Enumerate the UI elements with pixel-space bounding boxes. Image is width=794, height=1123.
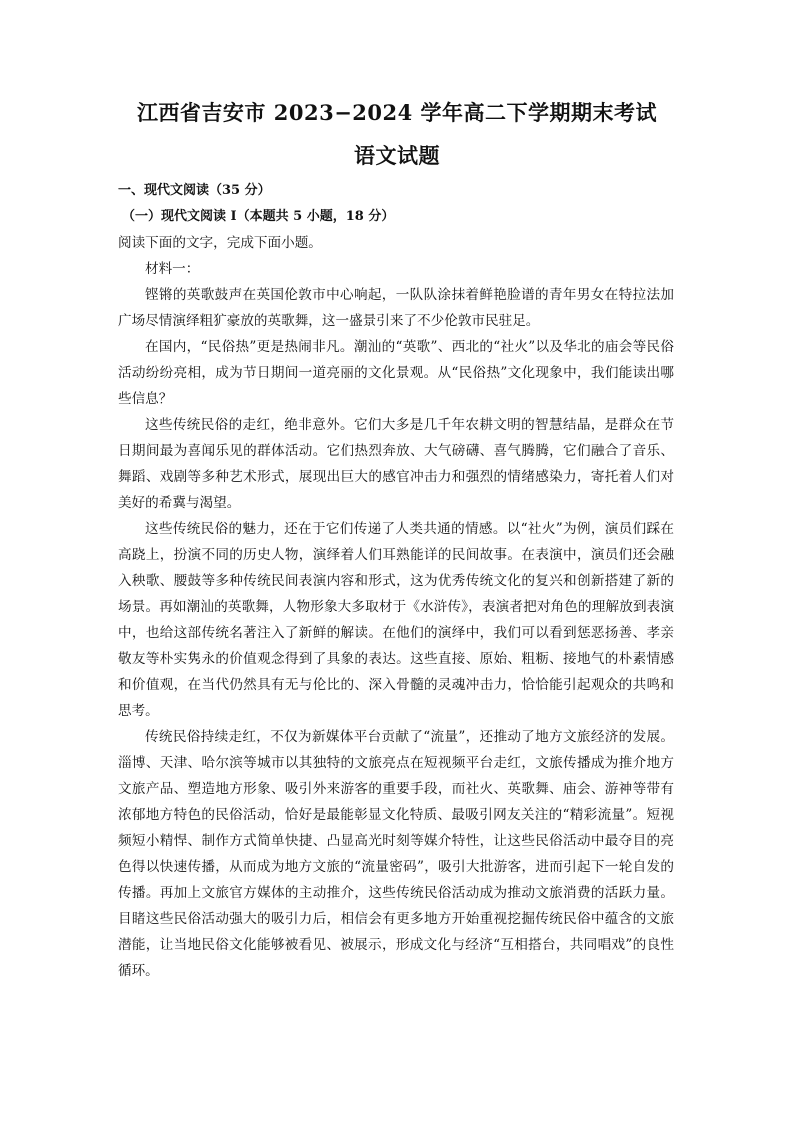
paragraph-5: 传统民俗持续走红，不仅为新媒体平台贡献了“流量”，还推动了地方文旅经济的发展。淄博、天津、哈尔滨等城市以其独特的文旅亮点在短视频平台走红，文旅传播成为推介地方文旅产品、塑造地方形象、吸引外来游客的重要手段，而社火、英歌舞、庙会、游神等带有浓郁地方特色的民俗活动，恰好是最能彰显文化特质、最吸引网友关注的“精彩流量”。短视频短小精悍、制作方式简单快捷、凸显高光时刻等媒介特性，让这些民俗活动中最夺目的亮色得以快速传播，从而成为地方文旅的“流量密码”，吸引大批游客，进而引起下一轮自发的传播。再加上文旅官方媒体的主动推介，这些传统民俗活动成为推动文旅消费的活跃力量。目睹这些民俗活动强大的吸引力后，相信会有更多地方开始重视挖掘传统民俗中蕴含的文旅潜能，让当地民俗文化能够被看见、被展示，形成文化与经济“互相搭台，共同唱戏”的良性循环。	[118, 729, 674, 979]
document-title: 江西省吉安市 2023−2024 学年高二下学期期末考试	[136, 100, 658, 125]
instruction-text: 阅读下面的文字，完成下面小题。	[118, 235, 322, 251]
subsection-heading: （一）现代文阅读 I（本题共 5 小题，18 分）	[122, 209, 395, 224]
paragraph-3: 这些传统民俗的走红，绝非意外。它们大多是几千年农耕文明的智慧结晶，是群众在节日期间最为喜闻乐见的群体活动。它们热烈奔放、大气磅礴、喜气腾腾，它们融合了音乐、舞蹈、戏剧等多种艺术形式，展现出巨大的感官冲击力和强烈的情绪感染力，寄托着人们对美好的希冀与渴望。	[118, 417, 674, 511]
paragraph-4: 这些传统民俗的魅力，还在于它们传递了人类共通的情感。以“社火”为例，演员们踩在高跷上，扮演不同的历史人物，演绎着人们耳熟能详的民间故事。在表演中，演员们还会融入秧歌、腰鼓等多种传统民间表演内容和形式，这为优秀传统文化的复兴和创新搭建了新的场景。再如潮汕的英歌舞，人物形象大多取材于《水浒传》，表演者把对角色的理解放到表演中，也给这部传统名著注入了新鲜的解读。在他们的演绎中，我们可以看到惩恶扬善、孝亲敬友等朴实隽永的价值观念得到了具象的表达。这些直接、原始、粗粝、接地气的朴素情感和价值观，在当代仍然具有无与伦比的、深入骨髓的灵魂冲击力，恰恰能引起观众的共鸣和思考。	[118, 521, 674, 719]
paragraph-1: 铿锵的英歌鼓声在英国伦敦市中心响起，一队队涂抹着鲜艳脸谱的青年男女在特拉法加广场尽情演绎粗犷豪放的英歌舞，这一盛景引来了不少伦敦市民驻足。	[118, 287, 674, 329]
paragraph-2: 在国内，“民俗热”更是热闹非凡。潮汕的“英歌”、西北的“社火”以及华北的庙会等民俗活动纷纷亮相，成为节日期间一道亮丽的文化景观。从“民俗热”文化现象中，我们能读出哪些信息？	[118, 339, 674, 407]
document-body	[118, 178, 674, 984]
material-label: 材料一：	[145, 261, 200, 277]
section-heading: 一、现代文阅读（35 分）	[118, 183, 271, 198]
document-subject: 语文试题	[354, 143, 440, 168]
